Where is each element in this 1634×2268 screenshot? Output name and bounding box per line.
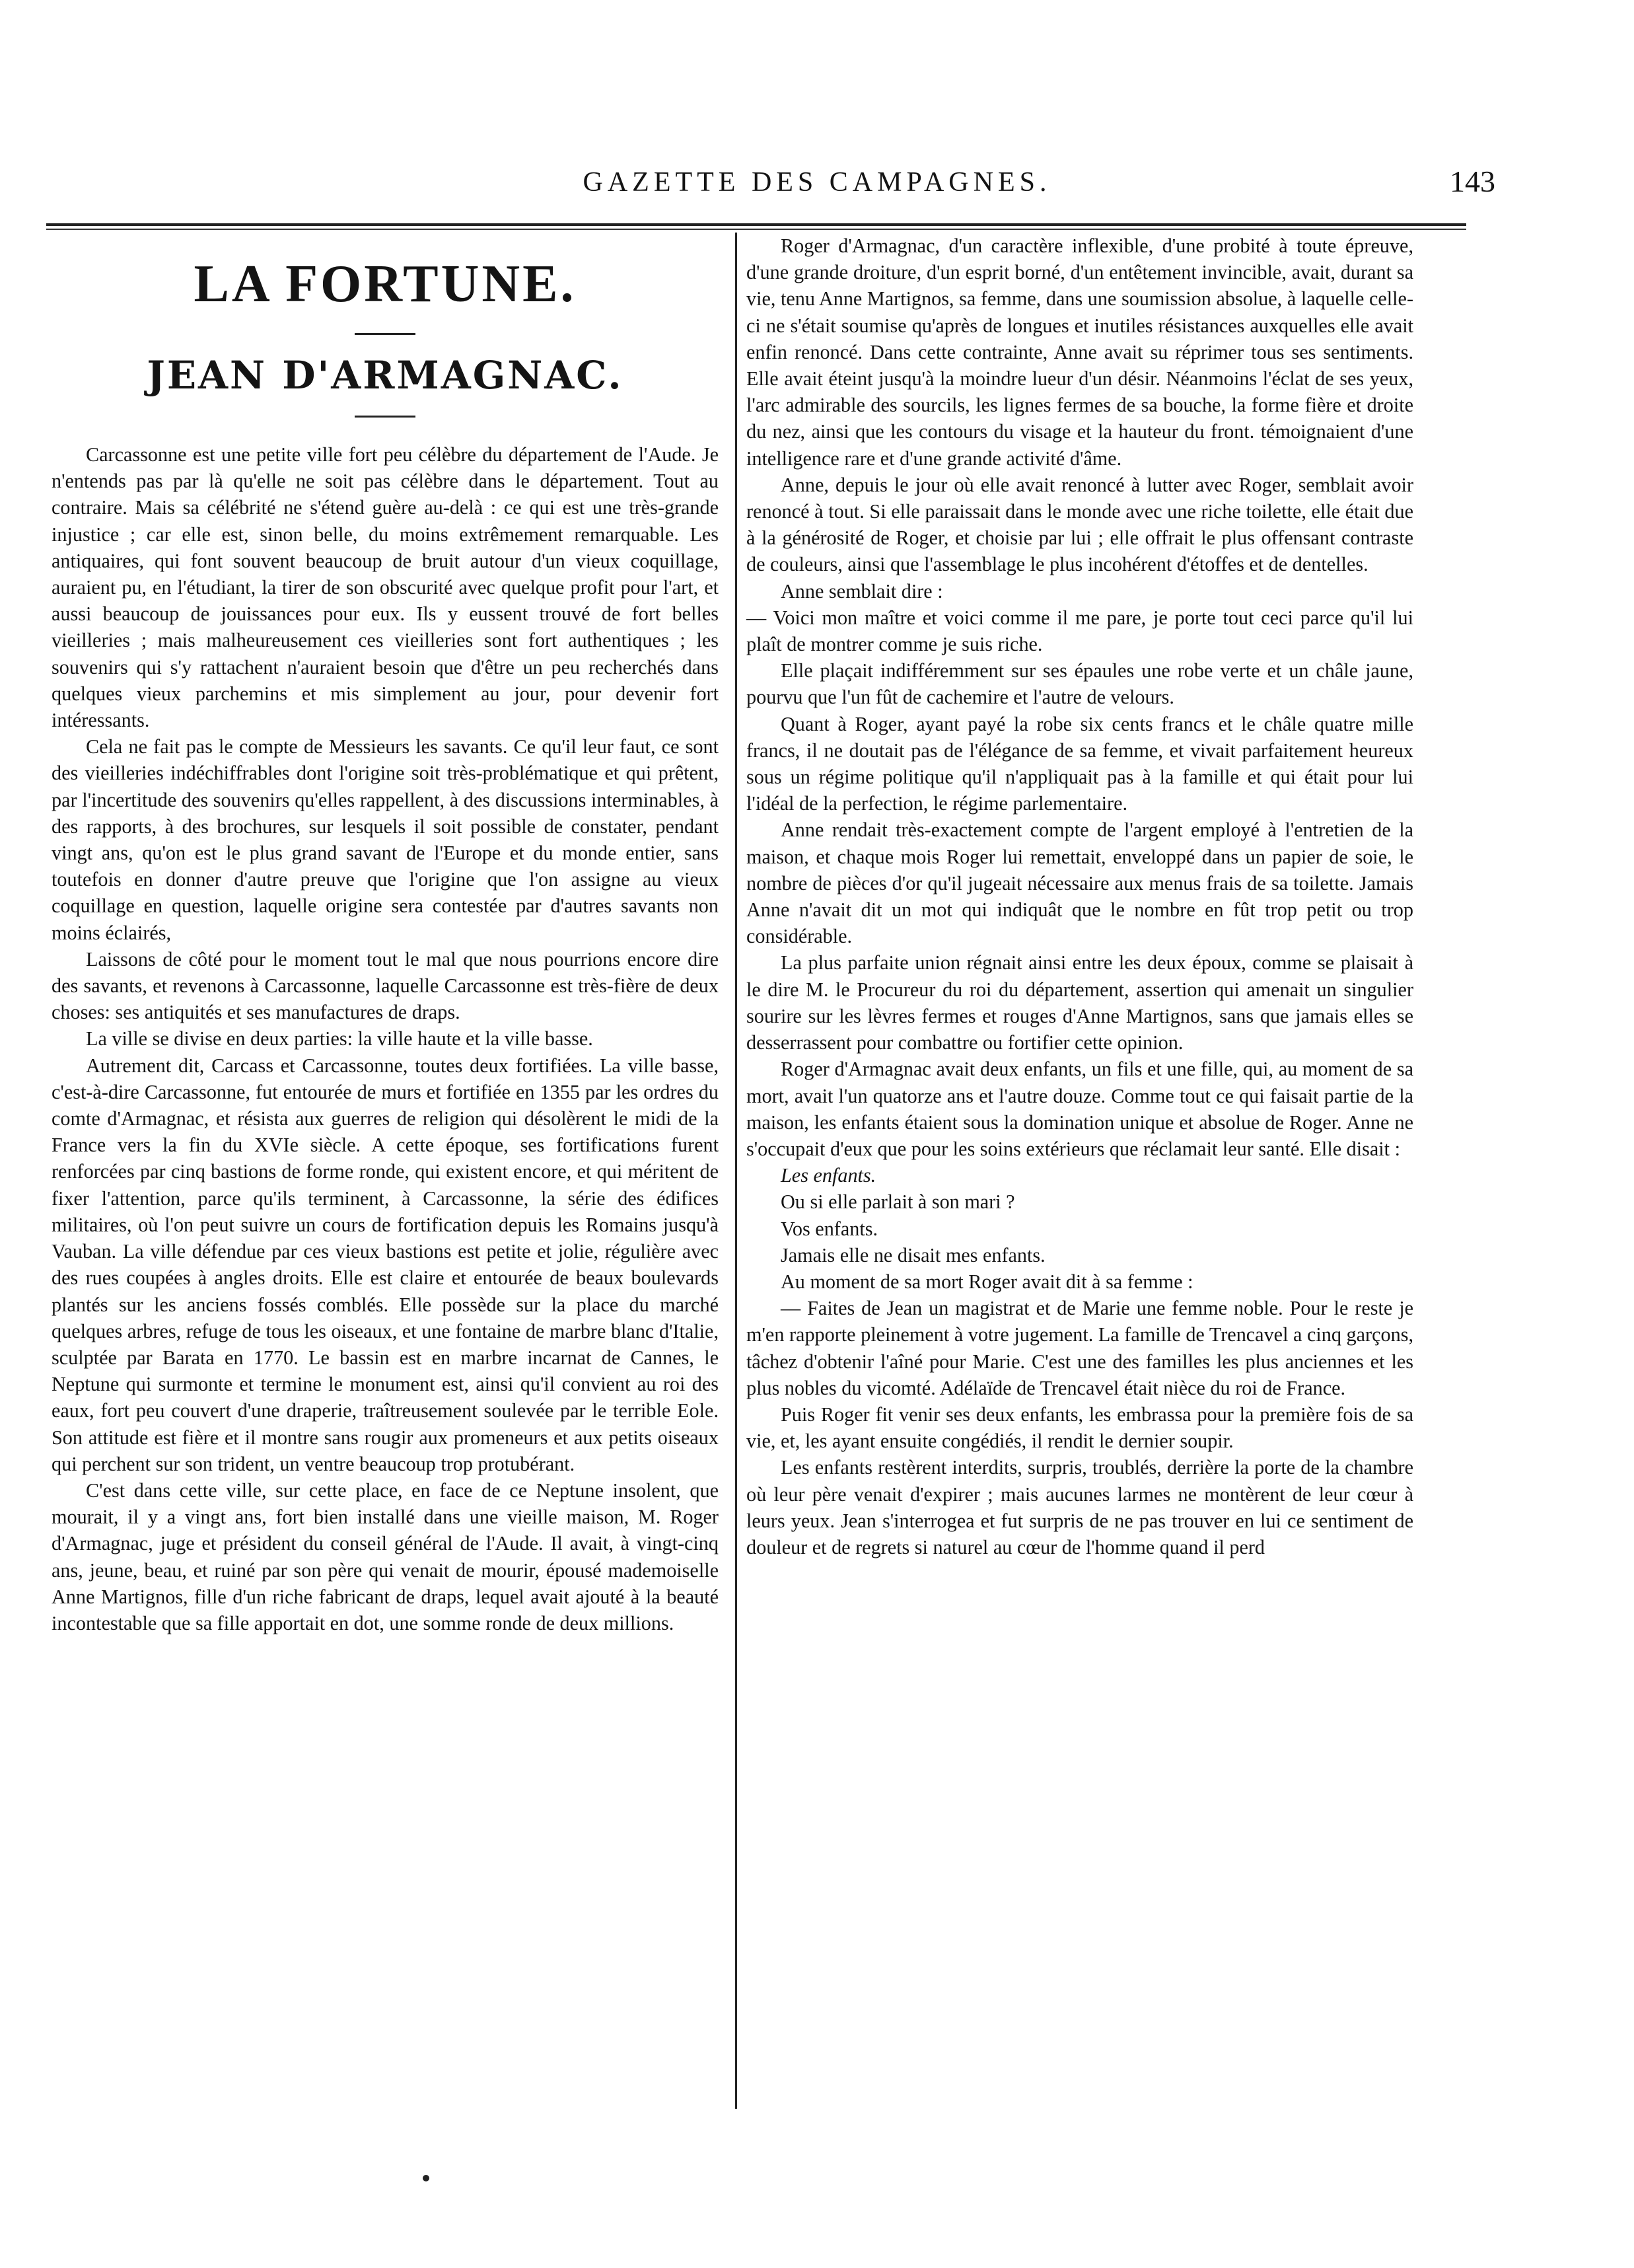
paragraph: Roger d'Armagnac avait deux enfants, un fils et une fille, qui, au moment de sa mort, avait l'un quatorze ans et l'autre douze. Comme tout ce qui faisait partie de la maison, les enfants étaient sous la domination unique et absolue de Roger. Anne ne s'occupait d'eux que pour les soins extérieurs que réclamait leur santé. Elle disait : [746,1058,1413,1160]
ink-dot [423,2175,429,2181]
paragraph: Cela ne fait pas le compte de Messieurs les savants. Ce qu'il leur faut, ce sont des vieilleries indéchiffrables dont l'origine soit très-problématique et qui prêtent, par l'incertitude des souvenirs qu'elles rappellent, à des discussions interminables, à des rapports, à des brochures, sur lesquels il soit possible de constater, pendant vingt ans, qu'on est le plus grand savant de l'Europe et du monde entier, sans toutefois en donner d'autre preuve que l'origine que l'on assigne au vieux coquillage en question, laquelle origine sera contestée par d'autres savants non moins éclairés, [52,735,719,944]
paragraph: C'est dans cette ville, sur cette place, en face de ce Neptune insolent, que mourait, il y a vingt ans, fort bien installé dans une vieille maison, M. Roger d'Armagnac, juge et président du conseil général de l'Aude. Il avait, à vingt-cinq ans, jeune, beau, et ruiné par son père qui venait de mourir, épousé mademoiselle Anne Martignos, fille d'un riche fabricant de draps, lequel avait ajouté à la beauté incontestable que sa fille apportait en dot, une somme ronde de deux millions. [52,1479,719,1634]
paragraph: Quant à Roger, ayant payé la robe six cents francs et le châle quatre mille francs, il ne doutait pas de l'élégance de sa femme, et vivait parfaitement heureux sous un régime politique qu'il n'appliquait pas à la famille et qui était pour lui l'idéal de la perfection, le régime parlementaire. [746,712,1413,815]
header-rule-thin [46,229,1466,230]
paragraph: Elle plaçait indifféremment sur ses épaules une robe verte et un châle jaune, pourvu que l'un fût de cachemire et l'autre de velours. [746,659,1413,709]
subtitle-rule [355,416,415,418]
paragraph: Carcassonne est une petite ville fort peu célèbre du département de l'Aude. Je n'entends pas par là qu'elle ne soit pas célèbre dans le département. Tout au contraire. Mais sa célébrité ne s'étend guère au-delà : ce qui est une très-grande injustice ; car elle est, sinon belle, du moins extrêmement remarquable. Les antiquaires, qui font souvent beaucoup de bruit autour d'un vieux coquillage, auraient pu, en l'étudiant, la tirer de son obscurité avec quelque profit pour l'art, et aussi beaucoup de jouissances pour eux. Ils y eussent trouvé de fort belles vieilleries ; mais malheureusement ces vieilleries sont fort authentiques ; les souvenirs qui s'y rattachent n'auraient besoin que d'être un peu recherchés dans quelques vieux parchemins et mis simplement au jour, pour devenir fort intéressants. [52,443,719,732]
paragraph: Anne rendait très-exactement compte de l'argent employé à l'entretien de la maison, et chaque mois Roger lui remettait, enveloppé dans un papier de soie, le nombre de pièces d'or qu'il jugeait nécessaire aux menus frais de sa toilette. Jamais Anne n'avait dit un mot qui indiquât que le nombre en fût trop petit ou trop considérable. [746,819,1413,948]
title-rule [355,333,415,335]
left-column [52,233,719,1636]
page-number: 143 [1450,165,1495,198]
article-subtitle: JEAN D'ARMAGNAC. [147,353,623,398]
running-head [0,153,1634,206]
article-title: LA FORTUNE. [194,255,577,313]
paragraph: Au moment de sa mort Roger avait dit à sa femme : [781,1270,1193,1293]
right-column [746,233,1413,1560]
paragraph: Roger d'Armagnac, d'un caractère inflexible, d'une probité à toute épreuve, d'une grande droiture, d'un esprit borné, d'un entêtement invincible, avait, durant sa vie, tenu Anne Martignos, sa femme, dans une soumission absolue, à laquelle celle-ci ne s'était soumise qu'après de longues et inutiles résistances auxquelles elle avait enfin renoncé. Dans cette contrainte, Anne avait su réprimer tous ses sentiments. Elle avait éteint jusqu'à la moindre lueur d'un désir. Néanmoins l'éclat de ses yeux, l'arc admirable des sourcils, les lignes fermes de sa bouche, la forme fière et droite du nez, ainsi que les contours du visage et la hauteur du front. témoignaient d'une intelligence rare et d'une grande activité d'âme. [746,235,1413,470]
journal-title: GAZETTE DES CAMPAGNES. [583,167,1051,198]
quote-line: Vos enfants. [781,1217,878,1240]
paragraph: Les enfants restèrent interdits, surpris, troublés, derrière la porte de la chambre où leur père venait d'expirer ; mais aucunes larmes ne montèrent de leur cœur à leurs yeux. Jean s'interrogea et fut surpris de ne pas trouver en lui ce sentiment de douleur et de regrets si naturel au cœur de l'homme quand il perd [746,1456,1413,1558]
paragraph: Laissons de côté pour le moment tout le mal que nous pourrions encore dire des savants, et revenons à Carcassonne, laquelle Carcassonne est très-fière de deux choses: ses antiquités et ses manufactures de draps. [52,947,719,1024]
left-column-text [52,441,719,1636]
header-rule [46,223,1466,226]
paragraph: Autrement dit, Carcass et Carcassonne, toutes deux fortifiées. La ville basse, c'est-à-dire Carcassonne, fut entourée de murs et fortifiée en 1355 par les ordres du comte d'Armagnac, et résista aux guerres de religion qui désolèrent le midi de la France vers la fin du XVIe siècle. A cette époque, ses fortifications furent renforcées par cinq bastions de forme ronde, qui existent encore, et qui méritent de fixer l'attention, parce qu'ils terminent, à Carcassonne, la série des édifices militaires, où l'on peut suivre un cours de fortification depuis les Romains jusqu'à Vauban. La ville défendue par ces vieux bastions est petite et jolie, régulière avec des rues coupées à angles droits. Elle est claire et entourée de beaux boulevards plantés sur les anciens fossés comblés. Elle possède sur la place du marché quelques arbres, refuge de tous les oiseaux, et une fontaine de marbre blanc d'Italie, sculptée par Barata en 1770. Le bassin est en marbre incarnat de Cannes, le Neptune qui surmonte et termine le monument est, ainsi qu'il convient au roi des eaux, fort peu couvert d'une draperie, traîtreusement soulevée par le terrible Eole. Son attitude est fière et il montre sans rougir aux promeneurs et aux petits oiseaux qui perchent sur son trident, un ventre beaucoup trop protubérant. [52,1054,719,1475]
paragraph: Puis Roger fit venir ses deux enfants, les embrassa pour la première fois de sa vie, et, les ayant ensuite congédiés, il rendit le dernier soupir. [746,1403,1413,1453]
quote-line: Les enfants. [781,1164,876,1187]
paragraph: Anne, depuis le jour où elle avait renoncé à lutter avec Roger, semblait avoir renoncé à tout. Si elle paraissait dans le monde avec une riche toilette, elle était due à la générosité de Roger, et choisie par lui ; elle offrait le plus offensant contraste de couleurs, ainsi que l'assemblage le plus incohérent d'étoffes et de dentelles. [746,473,1413,576]
column-divider [735,233,737,2109]
dialogue-paragraph: — Faites de Jean un magistrat et de Marie une femme noble. Pour le reste je m'en rapporte pleinement à votre jugement. La famille de Trencavel a cinq garçons, tâchez d'obtenir l'aîné pour Marie. C'est une des familles les plus anciennes et les plus nobles du vicomté. Adélaïde de Trencavel était nièce du roi de France. [746,1297,1413,1399]
dialogue-line: — Voici mon maître et voici comme il me pare, je porte tout ceci parce qu'il lui plaît de montrer comme je suis riche. [746,606,1413,656]
quote-line: Jamais elle ne disait mes enfants. [781,1243,1046,1266]
paragraph: La plus parfaite union régnait ainsi entre les deux époux, comme se plaisait à le dire M. le Procureur du roi du département, assertion qui amenait un singulier sourire sur les lèvres fermes et rouges d'Anne Martignos, sans que jamais elles se desserrassent pour combattre ou fortifier cette opinion. [746,951,1413,1054]
quote-line: Ou si elle parlait à son mari ? [781,1190,1015,1214]
paragraph: La ville se divise en deux parties: la ville haute et la ville basse. [86,1027,593,1050]
paragraph: Anne semblait dire : [781,579,943,603]
